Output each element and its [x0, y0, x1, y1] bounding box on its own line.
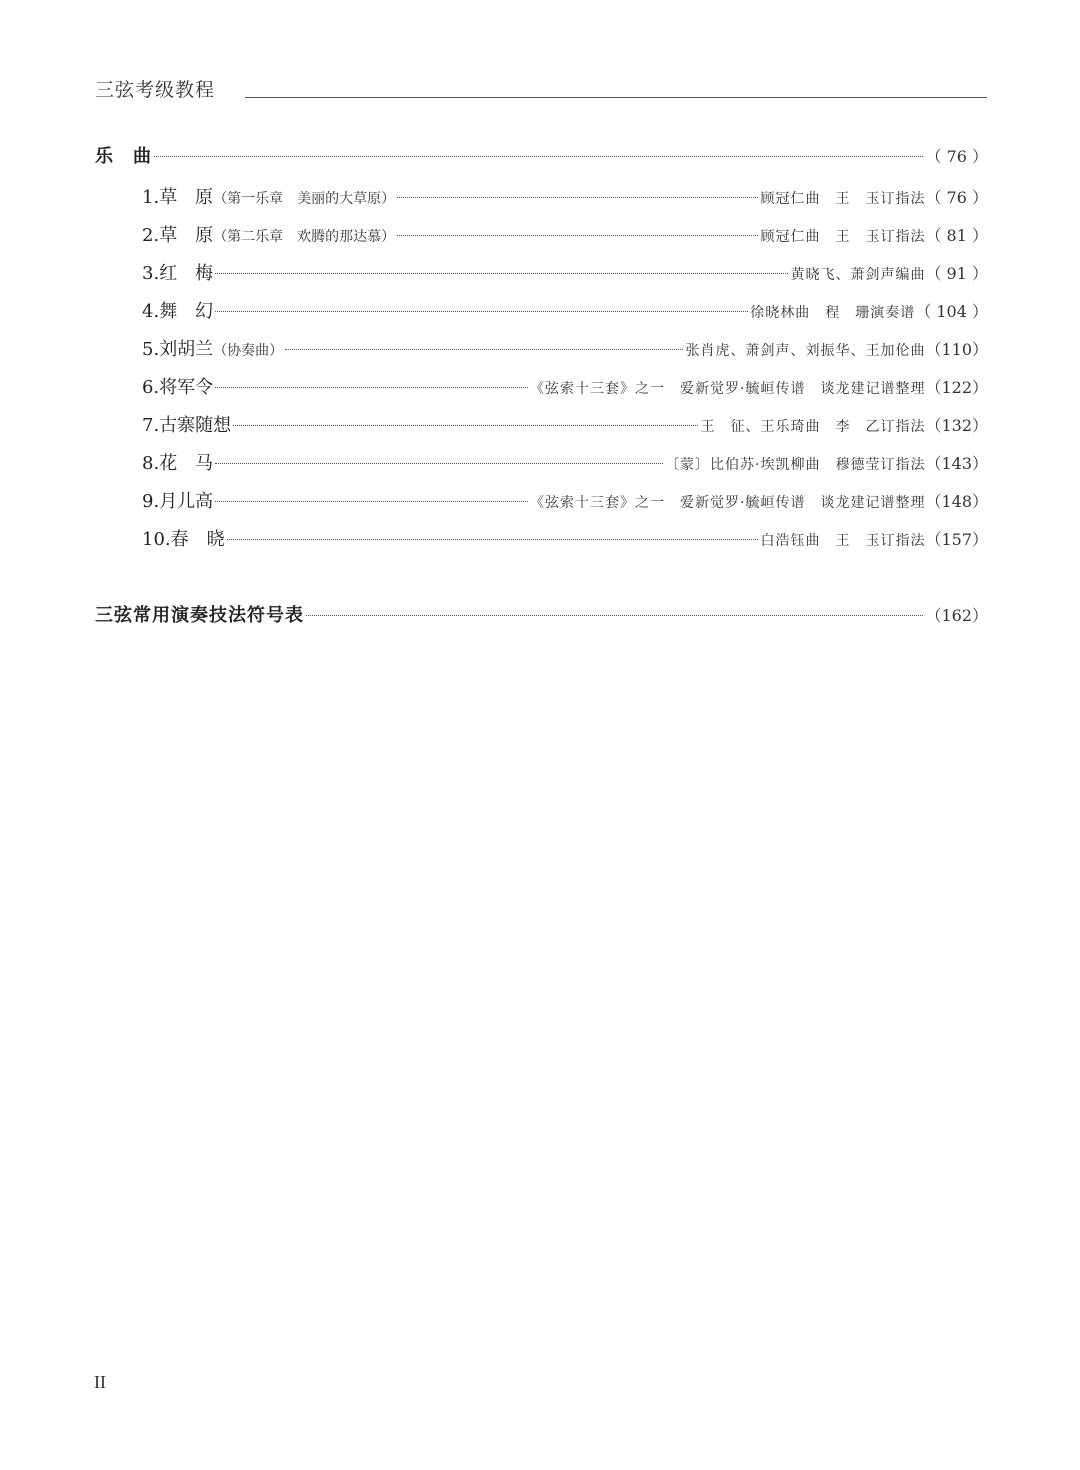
toc-entry[interactable]	[142, 449, 988, 475]
toc-entry[interactable]	[142, 487, 988, 513]
entry-credit: 张肖虎、萧剑声、刘振华、王加伦曲	[685, 343, 926, 359]
page-number: （132）	[925, 416, 988, 435]
page-number: （110）	[925, 340, 988, 359]
entry-subtitle: （协奏曲）	[213, 343, 284, 359]
entry-subtitle: （第二乐章 欢腾的那达慕）	[213, 229, 396, 245]
dot-leader	[215, 501, 528, 502]
page-number: （162）	[925, 606, 988, 625]
dot-leader	[233, 425, 698, 426]
entry-number: 6.	[142, 377, 160, 398]
toc-entry[interactable]	[142, 259, 988, 285]
entry-credit: 白浩钰曲 王 玉订指法	[760, 533, 926, 549]
page-number: （ 76 ）	[925, 188, 988, 207]
toc-entry[interactable]	[142, 373, 988, 399]
entry-credit: 徐晓林曲 程 珊演奏谱	[750, 305, 916, 321]
dot-leader	[215, 311, 748, 312]
dot-leader	[285, 349, 683, 350]
toc-section-symbol-table[interactable]	[95, 601, 988, 627]
dot-leader	[306, 615, 923, 616]
dot-leader	[215, 387, 528, 388]
page-folio: II	[94, 1372, 106, 1392]
entry-number: 8.	[142, 453, 160, 474]
page-number: （ 91 ）	[925, 264, 988, 283]
entry-credit: 《弦索十三套》之一 爱新觉罗·毓峘传谱 谈龙建记谱整理	[530, 495, 926, 511]
entry-number: 4.	[142, 301, 160, 322]
toc-entry[interactable]	[142, 183, 988, 209]
entry-credit: 王 征、王乐琦曲 李 乙订指法	[700, 419, 926, 435]
page-number: （148）	[925, 492, 988, 511]
entry-credit: 《弦索十三套》之一 爱新觉罗·毓峘传谱 谈龙建记谱整理	[530, 381, 926, 397]
page-number: （ 104 ）	[915, 302, 988, 321]
entry-credit: 黄晓飞、萧剑声编曲	[790, 267, 926, 283]
book-title: 三弦考级教程	[95, 78, 223, 102]
dot-leader	[215, 273, 788, 274]
entry-title: 草 原	[159, 225, 214, 246]
toc-section-music[interactable]	[95, 142, 988, 168]
toc-entry[interactable]	[142, 411, 988, 437]
entry-number: 1.	[142, 187, 160, 208]
entry-title: 月儿高	[159, 491, 214, 512]
dot-leader	[154, 156, 923, 157]
entry-title: 古寨随想	[159, 415, 232, 436]
entry-title: 舞 幻	[159, 301, 214, 322]
entry-number: 10.	[142, 529, 171, 550]
entry-subtitle: （第一乐章 美丽的大草原）	[213, 191, 396, 207]
dot-leader	[397, 235, 758, 236]
entry-title: 将军令	[159, 377, 214, 398]
page-number: （157）	[925, 530, 988, 549]
page-number: （ 81 ）	[925, 226, 988, 245]
section-title: 三弦常用演奏技法符号表	[95, 605, 304, 626]
entry-credit: 顾冠仁曲 王 玉订指法	[760, 191, 926, 207]
toc-entry[interactable]	[142, 221, 988, 247]
dot-leader	[227, 539, 759, 540]
entry-credit: 〔蒙〕比伯苏·埃凯柳曲 穆德莹订指法	[665, 457, 926, 473]
running-header	[95, 78, 987, 102]
entry-title: 春 晓	[170, 529, 225, 550]
entry-title: 草 原	[159, 187, 214, 208]
entry-credit: 顾冠仁曲 王 玉订指法	[760, 229, 926, 245]
entry-title: 刘胡兰	[159, 339, 214, 360]
dot-leader	[397, 197, 758, 198]
page-number: （ 76 ）	[925, 147, 988, 166]
entry-title: 花 马	[159, 453, 214, 474]
dot-leader	[215, 463, 663, 464]
page-number: （122）	[925, 378, 988, 397]
entry-number: 5.	[142, 339, 160, 360]
section-title: 乐 曲	[95, 146, 152, 167]
entry-number: 2.	[142, 225, 160, 246]
toc-entry[interactable]	[142, 335, 988, 361]
page-number: （143）	[925, 454, 988, 473]
toc-entry[interactable]	[142, 297, 988, 323]
entry-number: 3.	[142, 263, 160, 284]
header-rule	[245, 97, 987, 98]
toc-entry[interactable]	[142, 525, 988, 551]
entry-number: 7.	[142, 415, 160, 436]
entry-title: 红 梅	[159, 263, 214, 284]
entry-number: 9.	[142, 491, 160, 512]
